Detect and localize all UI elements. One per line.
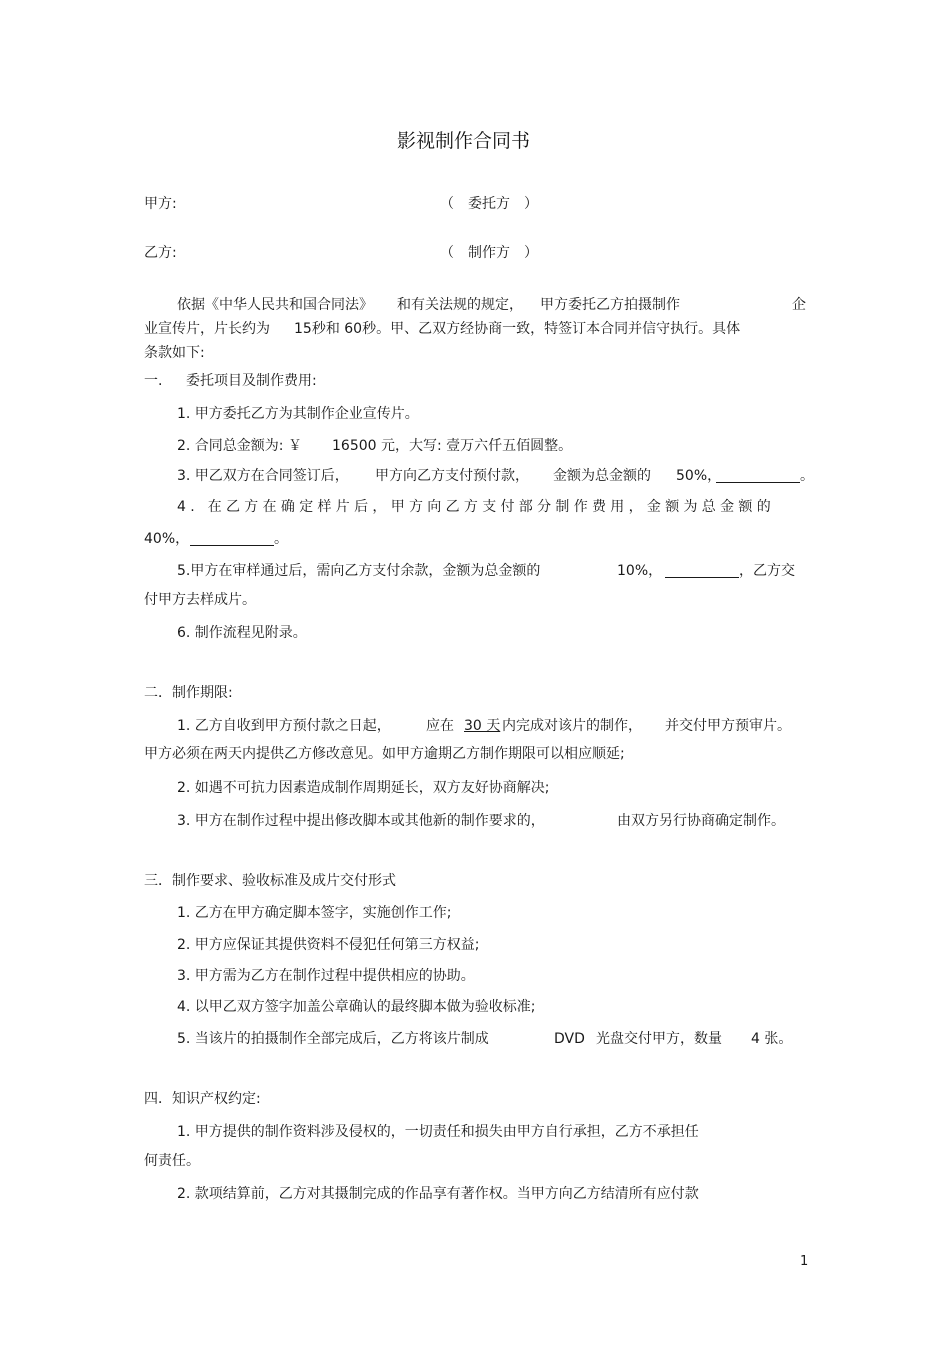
section2-item1-part4: 并交付甲方预审片。 xyxy=(665,718,791,734)
section4-item1-line1: 1. 甲方提供的制作资料涉及侵权的，一切责任和损失由甲方自行承担，乙方不承担任 xyxy=(177,1124,699,1140)
section4-item2: 2. 款项结算前，乙方对其摄制完成的作品享有著作权。当甲方向乙方结清所有应付款 xyxy=(177,1186,699,1202)
section1-item5-blank xyxy=(665,563,739,583)
section2-item2: 2. 如遇不可抗力因素造成制作周期延长，双方友好协商解决; xyxy=(177,780,550,796)
intro-line2-part1: 业宣传片，片长约为 xyxy=(144,321,270,337)
section1-item4-percent: 40%， xyxy=(144,531,190,547)
section1-item5-percent: 10%， xyxy=(617,563,663,579)
party-b-role: （ 制作方 ） xyxy=(440,245,538,261)
section1-item3-part1: 3. 甲乙双方在合同签订后， xyxy=(177,468,349,484)
section1-item1: 1. 甲方委托乙方为其制作企业宣传片。 xyxy=(177,406,419,422)
section2-item3-part2: 由双方另行协商确定制作。 xyxy=(617,813,785,829)
section4-heading: 四．知识产权约定: xyxy=(144,1091,261,1107)
section2-item3-part1: 3. 甲方在制作过程中提出修改脚本或其他新的制作要求的， xyxy=(177,813,545,829)
section3-item4: 4. 以甲乙双方签字加盖公章确认的最终脚本做为验收标准; xyxy=(177,999,536,1015)
section1-item6: 6. 制作流程见附录。 xyxy=(177,625,307,641)
section1-item5-part3: ，乙方交 xyxy=(739,563,795,579)
section1-heading: 委托项目及制作费用: xyxy=(186,373,317,389)
section3-item5-part3: 光盘交付甲方，数量 xyxy=(596,1031,722,1047)
intro-line1-part4: 企 xyxy=(792,297,806,313)
section2-item1-part2: 应在 xyxy=(426,718,454,734)
section1-item2-part2: 16500 元，大写: 壹万六仟五佰圆整。 xyxy=(332,438,573,454)
party-a-role: （ 委托方 ） xyxy=(440,196,538,212)
party-a-label: 甲方: xyxy=(144,196,177,212)
section1-item4-blank xyxy=(190,531,274,551)
section2-item1-part3: 内完成对该片的制作， xyxy=(502,718,642,734)
intro-line3: 条款如下: xyxy=(144,345,205,361)
section3-item3: 3. 甲方需为乙方在制作过程中提供相应的协助。 xyxy=(177,968,475,984)
intro-line2-part2: 15秒和 60秒。甲、乙双方经协商一致，特签订本合同并信守执行。具体 xyxy=(294,321,741,337)
section1-number: 一. xyxy=(144,373,163,389)
section1-item5-line2: 付甲方去样成片。 xyxy=(144,592,256,608)
section3-heading: 三．制作要求、验收标准及成片交付形式 xyxy=(144,873,396,889)
section1-item4-line1: 4. 在乙方在确定样片后，甲方向乙方支付部分制作费用，金额为总金额的 xyxy=(177,499,776,515)
section1-item3-part3: 金额为总金额的 xyxy=(553,468,651,484)
page-number: 1 xyxy=(800,1254,809,1269)
section2-heading: 二．制作期限: xyxy=(144,685,233,701)
section2-item1-part1: 1. 乙方自收到甲方预付款之日起， xyxy=(177,718,391,734)
intro-line1-part2: 和有关法规的规定， xyxy=(397,297,523,313)
section1-item3-part2: 甲方向乙方支付预付款， xyxy=(375,468,529,484)
intro-line1-part1: 依据《中华人民共和国合同法》 xyxy=(177,297,373,313)
section3-item5-part1: 5. 当该片的拍摄制作全部完成后，乙方将该片制成 xyxy=(177,1031,489,1047)
section3-item5-dvd: DVD xyxy=(554,1031,585,1047)
party-b-label: 乙方: xyxy=(144,245,177,261)
section2-item1-days: 30 天 xyxy=(464,718,501,734)
document-title: 影视制作合同书 xyxy=(397,130,531,152)
section1-item4-end: 。 xyxy=(274,531,288,547)
section1-item3-blank xyxy=(716,468,800,488)
section1-item2-part1: 2. 合同总金额为: ￥ xyxy=(177,438,302,454)
section2-item1-line2: 甲方必须在两天内提供乙方修改意见。如甲方逾期乙方制作期限可以相应顺延; xyxy=(144,746,625,762)
section3-item2: 2. 甲方应保证其提供资料不侵犯任何第三方权益; xyxy=(177,937,480,953)
section1-item3-percent: 50%， xyxy=(676,468,722,484)
section3-item1: 1. 乙方在甲方确定脚本签字，实施创作工作; xyxy=(177,905,452,921)
section1-item3-end: 。 xyxy=(800,468,814,484)
section3-item5-qty: 4 张。 xyxy=(751,1031,793,1047)
section1-item5-part1: 5.甲方在审样通过后，需向乙方支付余款，金额为总金额的 xyxy=(177,563,541,579)
section4-item1-line2: 何责任。 xyxy=(144,1153,200,1169)
intro-line1-part3: 甲方委托乙方拍摄制作 xyxy=(540,297,680,313)
